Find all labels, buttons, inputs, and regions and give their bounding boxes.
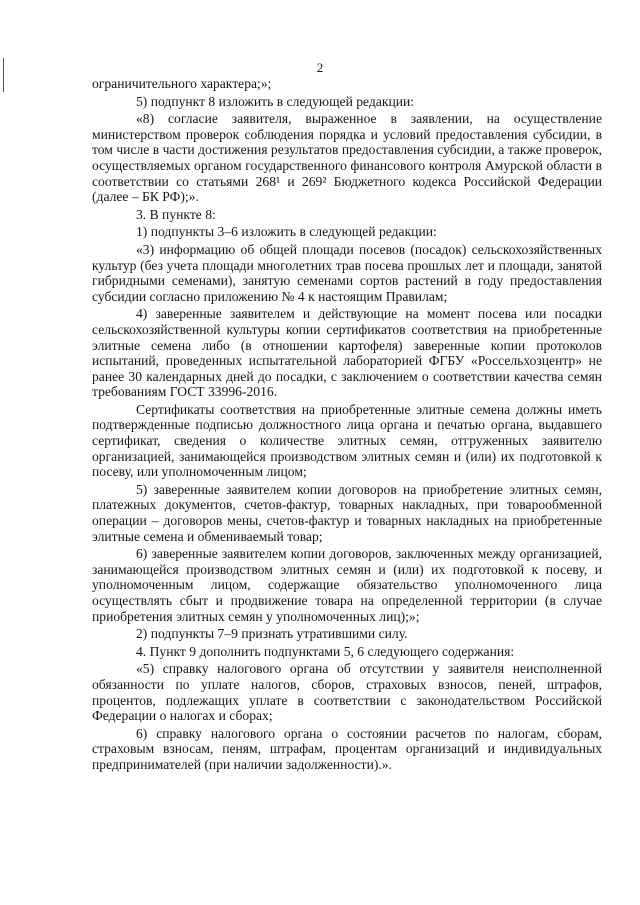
paragraph-9: 5) заверенные заявителем копии договоров на приобретение элитных семян, платежных документов, счетов-фактур, товарных накладных, при товарообменной операции – договоров мены, счетов-фактур и товарных накладных на приобретенные элитные семена и обмениваемый товар; (92, 481, 602, 544)
paragraph-13: «5) справку налогового органа об отсутствии у заявителя неисполненной обязанности по уплате налогов, сборов, страховых взносов, пеней, штрафов, процентов, подлежащих уплате в соответствии с законодательством Российской Федерации о налогах и сборах; (92, 661, 602, 724)
paragraph-14: 6) справку налогового органа о состоянии расчетов по налогам, сборам, страховым взносам, пеням, штрафам, процентам организаций и индивидуальных предпринимателей (при наличии задолженности).». (92, 725, 602, 772)
paragraph-4: 3. В пункте 8: (136, 206, 216, 222)
paragraph-6: «3) информацию об общей площади посевов (посадок) сельскохозяйственных культур (без учета площади многолетних трав посева прошлых лет и площади, занятой гибридными семенами), занятую семенами сортов растений в году предоставления субсидии согласно приложению № 4 к настоящим Правилам; (92, 241, 602, 304)
paragraph-3: «8) согласие заявителя, выраженное в заявлении, на осуществление министерством проверок соблюдения порядка и условий предоставления субсидии, в том числе в части достижения результатов предоставления субсидии, а также проверок, осуществляемых органом государственного финансового контроля Амурской области в соответствии со статьями 268¹ и 269² Бюджетного кодекса Российской Федерации (далее – БК РФ);». (92, 111, 602, 205)
paragraph-1: ограничительного характера;»; (92, 76, 272, 91)
page-number: 2 (316, 60, 324, 75)
paragraph-12: 4. Пункт 9 дополнить подпунктами 5, 6 следующего содержания: (136, 643, 515, 659)
paragraph-7: 4) заверенные заявителем и действующие на момент посева или посадки сельскохозяйственной культуры копии сертификатов соответствия на приобретенные элитные семена либо (в отношении картофеля) заверенные копии протоколов испытаний, проведенных испытательной лабораторией ФГБУ «Россельхозцентр» не ранее 30 календарных дней до посадки, с заключением о соответствии качества семян требованиям ГОСТ 33996-2016. (92, 306, 602, 400)
document-body (92, 76, 602, 775)
paragraph-11: 2) подпункты 7–9 признать утратившими силу. (136, 626, 408, 642)
paragraph-8: Сертификаты соответствия на приобретенные элитные семена должны иметь подтвержденные подписью должностного лица органа и печатью органа, выдавшего сертификат, сведения о количестве элитных семян, отгруженных заявителю организацией, занимающейся производством элитных семян и (или) их подготовкой к посеву, или уполномоченным лицом; (92, 401, 602, 480)
paragraph-2: 5) подпункт 8 изложить в следующей редакции: (136, 93, 415, 109)
paragraph-10: 6) заверенные заявителем копии договоров, заключенных между организацией, занимающейся производством элитных семян и (или) их подготовкой к посеву, и уполномоченным лицом, содержащие обязательство уполномоченного лица осуществлять сбыт и продвижение товара на определенной территории (в случае приобретения элитных семян у уполномоченных лиц);»; (92, 546, 602, 624)
paragraph-5: 1) подпункты 3–6 изложить в следующей редакции: (136, 224, 437, 240)
